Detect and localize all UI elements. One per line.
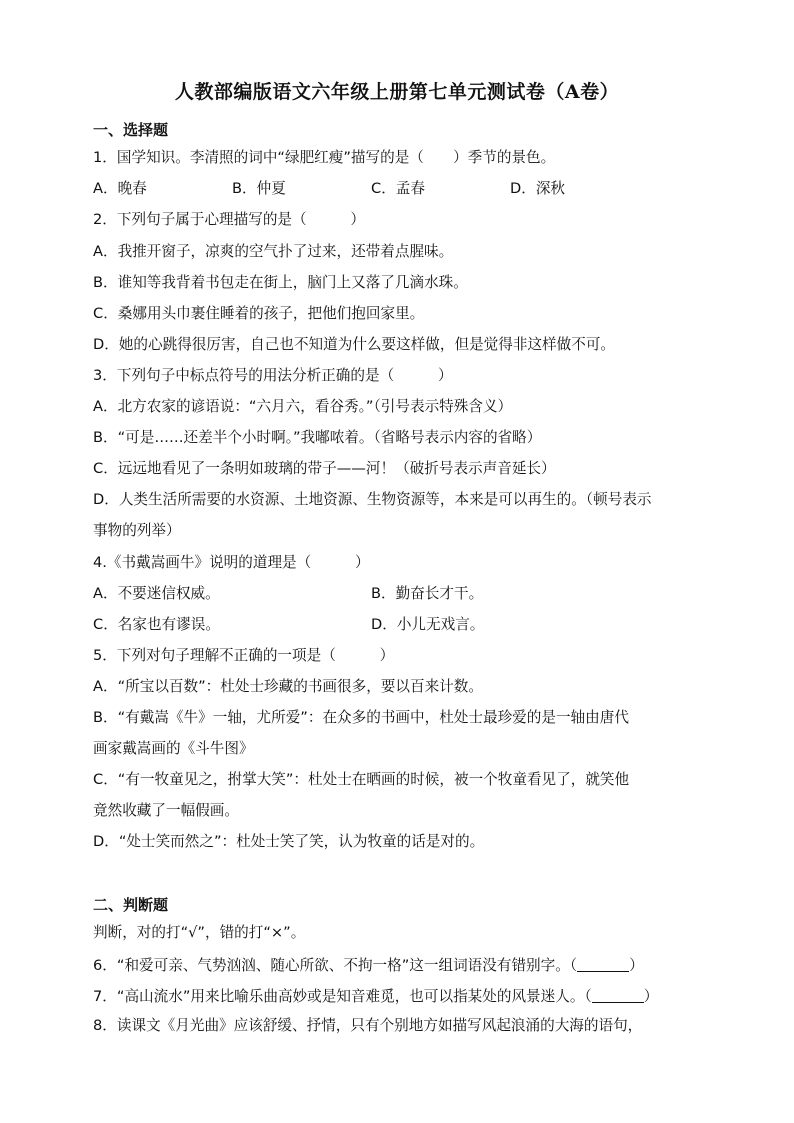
question-1-stem: 1．国学知识。李清照的词中“绿肥红瘦”描写的是（ ）季节的景色。 (93, 149, 556, 166)
answer-blank-7[interactable] (592, 988, 644, 1003)
question-1-option-d: D．深秋 (510, 180, 566, 197)
question-3-option-b: B．“可是……还差半个小时啊。”我嘟哝着。（省略号表示内容的省略） (93, 429, 542, 446)
question-4-option-c: C．名家也有谬误。 (93, 616, 220, 633)
question-5-option-a: A．“所宝以百数”：杜处士珍藏的书画很多，要以百来计数。 (93, 678, 483, 695)
question-2-option-b: B．谁知等我背着书包走在街上，脑门上又落了几滴水珠。 (93, 274, 468, 291)
question-2-stem: 2．下列句子属于心理描写的是（ ） (93, 211, 365, 228)
question-2-option-a: A．我推开窗子，凉爽的空气扑了过来，还带着点腥味。 (93, 243, 454, 260)
question-7-text: 7．“高山流水”用来比喻乐曲高妙或是知音难觅，也可以指某处的风景迷人。（ (93, 988, 592, 1005)
question-7 (93, 988, 658, 1005)
question-4-stem: 4.《书戴嵩画牛》说明的道理是（ ） (93, 554, 370, 571)
question-5-option-c-continued: 竟然收藏了一幅假画。 (93, 802, 239, 819)
question-1-option-b: B．仲夏 (232, 180, 286, 197)
exam-title: 人教部编版语文六年级上册第七单元测试卷（A卷） (174, 81, 620, 103)
question-3-option-d-continued: 事物的列举） (93, 522, 181, 539)
question-5-stem: 5．下列对句子理解不正确的一项是（ ） (93, 647, 395, 664)
question-5-option-b-continued: 画家戴嵩画的《斗牛图》 (93, 740, 254, 757)
question-5-option-c: C．“有一牧童见之，拊掌大笑”：杜处士在晒画的时候，被一个牧童看见了，就笑他 (93, 771, 630, 788)
question-3-stem: 3．下列句子中标点符号的用法分析正确的是（ ） (93, 367, 453, 384)
section-heading-judgement: 二、判断题 (93, 896, 169, 914)
question-2-option-c: C．桑娜用头巾裹住睡着的孩子，把他们抱回家里。 (93, 305, 425, 322)
question-8-text: 8．读课文《月光曲》应该舒缓、抒情，只有个别地方如描写风起浪涌的大海的语句， (93, 1017, 643, 1034)
answer-blank-6[interactable] (577, 957, 629, 972)
question-4-option-b: B．勤奋长才干。 (371, 585, 484, 602)
judgement-instructions: 判断，对的打“√”，错的打“×”。 (93, 924, 306, 941)
question-4-option-a: A．不要迷信权威。 (93, 585, 220, 602)
question-1-option-a: A．晚春 (93, 180, 147, 197)
question-4-option-d: D．小儿无戏言。 (371, 616, 485, 633)
question-6-text: 6．“和爱可亲、气势汹汹、随心所欲、不拘一格”这一组词语没有错别字。（ (93, 957, 578, 974)
question-7-close-paren: ） (643, 988, 659, 1005)
question-5-option-d: D．“处士笑而然之”：杜处士笑了笑，认为牧童的话是对的。 (93, 833, 485, 850)
question-3-option-a: A．北方农家的谚语说：“六月六，看谷秀。”（引号表示特殊含义） (93, 398, 513, 415)
question-3-option-c: C．远远地看见了一条明如玻璃的带子——河！（破折号表示声音延长） (93, 460, 556, 477)
question-6-close-paren: ） (629, 957, 644, 974)
section-heading-choice: 一、选择题 (93, 121, 169, 139)
question-2-option-d: D．她的心跳得很厉害，自己也不知道为什么要这样做，但是觉得非这样做不可。 (93, 336, 616, 353)
question-5-option-b: B．“有戴嵩《牛》一轴，尤所爱”：在众多的书画中，杜处士最珍爱的是一轴由唐代 (93, 709, 629, 726)
question-6 (93, 957, 644, 974)
question-3-option-d: D．人类生活所需要的水资源、土地资源、生物资源等，本来是可以再生的。（顿号表示 (93, 491, 652, 508)
question-1-option-c: C．孟春 (371, 180, 425, 197)
